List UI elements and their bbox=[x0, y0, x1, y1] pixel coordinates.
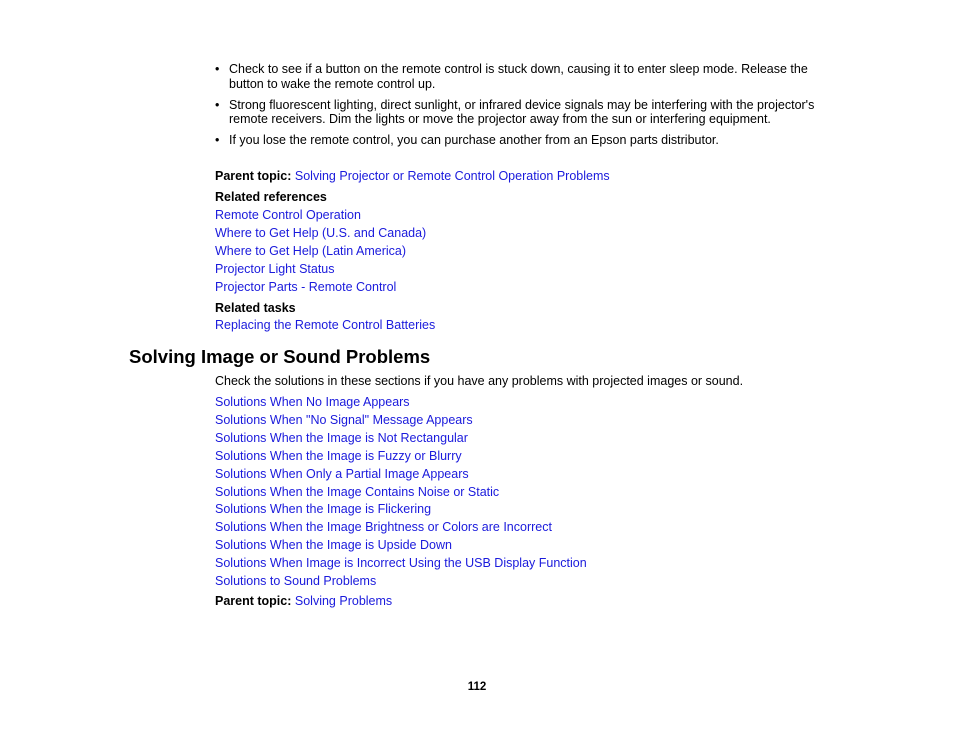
page-number: 112 bbox=[467, 681, 487, 693]
related-reference-link[interactable]: Where to Get Help (U.S. and Canada) bbox=[215, 225, 427, 240]
related-reference-link[interactable]: Remote Control Operation bbox=[215, 208, 361, 222]
solution-link[interactable]: Solutions When No Image Appears bbox=[215, 395, 410, 409]
section-heading: Solving Image or Sound Problems bbox=[129, 346, 431, 367]
bullet-item: • Strong fluorescent lighting, direct sunlight, or infrared device signals may be interfering with the projector's remote receivers. Dim the lights or move the projector away from the sun or interfering equipment. bbox=[215, 98, 815, 127]
parent-topic-link[interactable]: Solving Problems bbox=[294, 594, 393, 608]
solution-link[interactable]: Solutions When the Image Contains Noise or Static bbox=[215, 484, 500, 499]
solution-link[interactable]: Solutions When the Image is Fuzzy or Blurry bbox=[215, 448, 462, 463]
solution-link[interactable]: Solutions When the Image is Not Rectangular bbox=[215, 430, 468, 445]
parent-topic-label: Parent topic: bbox=[215, 594, 292, 608]
related-references-list bbox=[215, 207, 426, 297]
solution-link[interactable]: Solutions When the Image Brightness or Colors are Incorrect bbox=[215, 520, 552, 535]
solution-link[interactable]: Solutions When the Image is Flickering bbox=[215, 502, 432, 517]
solution-link[interactable]: Solutions When Only a Partial Image Appears bbox=[215, 466, 469, 481]
parent-topic-label: Parent topic: bbox=[215, 169, 292, 183]
parent-topic-line bbox=[215, 594, 392, 609]
related-reference-link[interactable]: Where to Get Help (Latin America) bbox=[215, 243, 407, 258]
solution-link[interactable]: Solutions When "No Signal" Message Appears bbox=[215, 412, 473, 427]
related-reference-link[interactable]: Projector Parts - Remote Control bbox=[215, 279, 397, 294]
solution-link[interactable]: Solutions to Sound Problems bbox=[215, 574, 377, 589]
related-tasks-list bbox=[215, 317, 435, 335]
parent-topic-link[interactable]: Solving Projector or Remote Control Operation Problems bbox=[294, 169, 610, 183]
bullet-item: • If you lose the remote control, you can purchase another from an Epson parts distributor. bbox=[215, 133, 815, 148]
bullet-item: • Check to see if a button on the remote control is stuck down, causing it to enter sleep mode. Release the button to wake the remote control up. bbox=[215, 62, 815, 91]
related-reference-link[interactable]: Projector Light Status bbox=[215, 261, 335, 276]
troubleshooting-bullet-list bbox=[215, 62, 815, 154]
related-task-link[interactable]: Replacing the Remote Control Batteries bbox=[215, 318, 436, 332]
solution-link[interactable]: Solutions When the Image is Upside Down bbox=[215, 538, 452, 553]
section-intro: Check the solutions in these sections if you have any problems with projected images or sound. bbox=[215, 374, 744, 388]
parent-topic-line bbox=[215, 169, 610, 184]
solution-link[interactable]: Solutions When Image is Incorrect Using the USB Display Function bbox=[215, 556, 587, 571]
related-references-heading: Related references bbox=[215, 190, 327, 204]
solutions-link-list bbox=[215, 394, 587, 591]
related-tasks-heading: Related tasks bbox=[215, 301, 296, 315]
